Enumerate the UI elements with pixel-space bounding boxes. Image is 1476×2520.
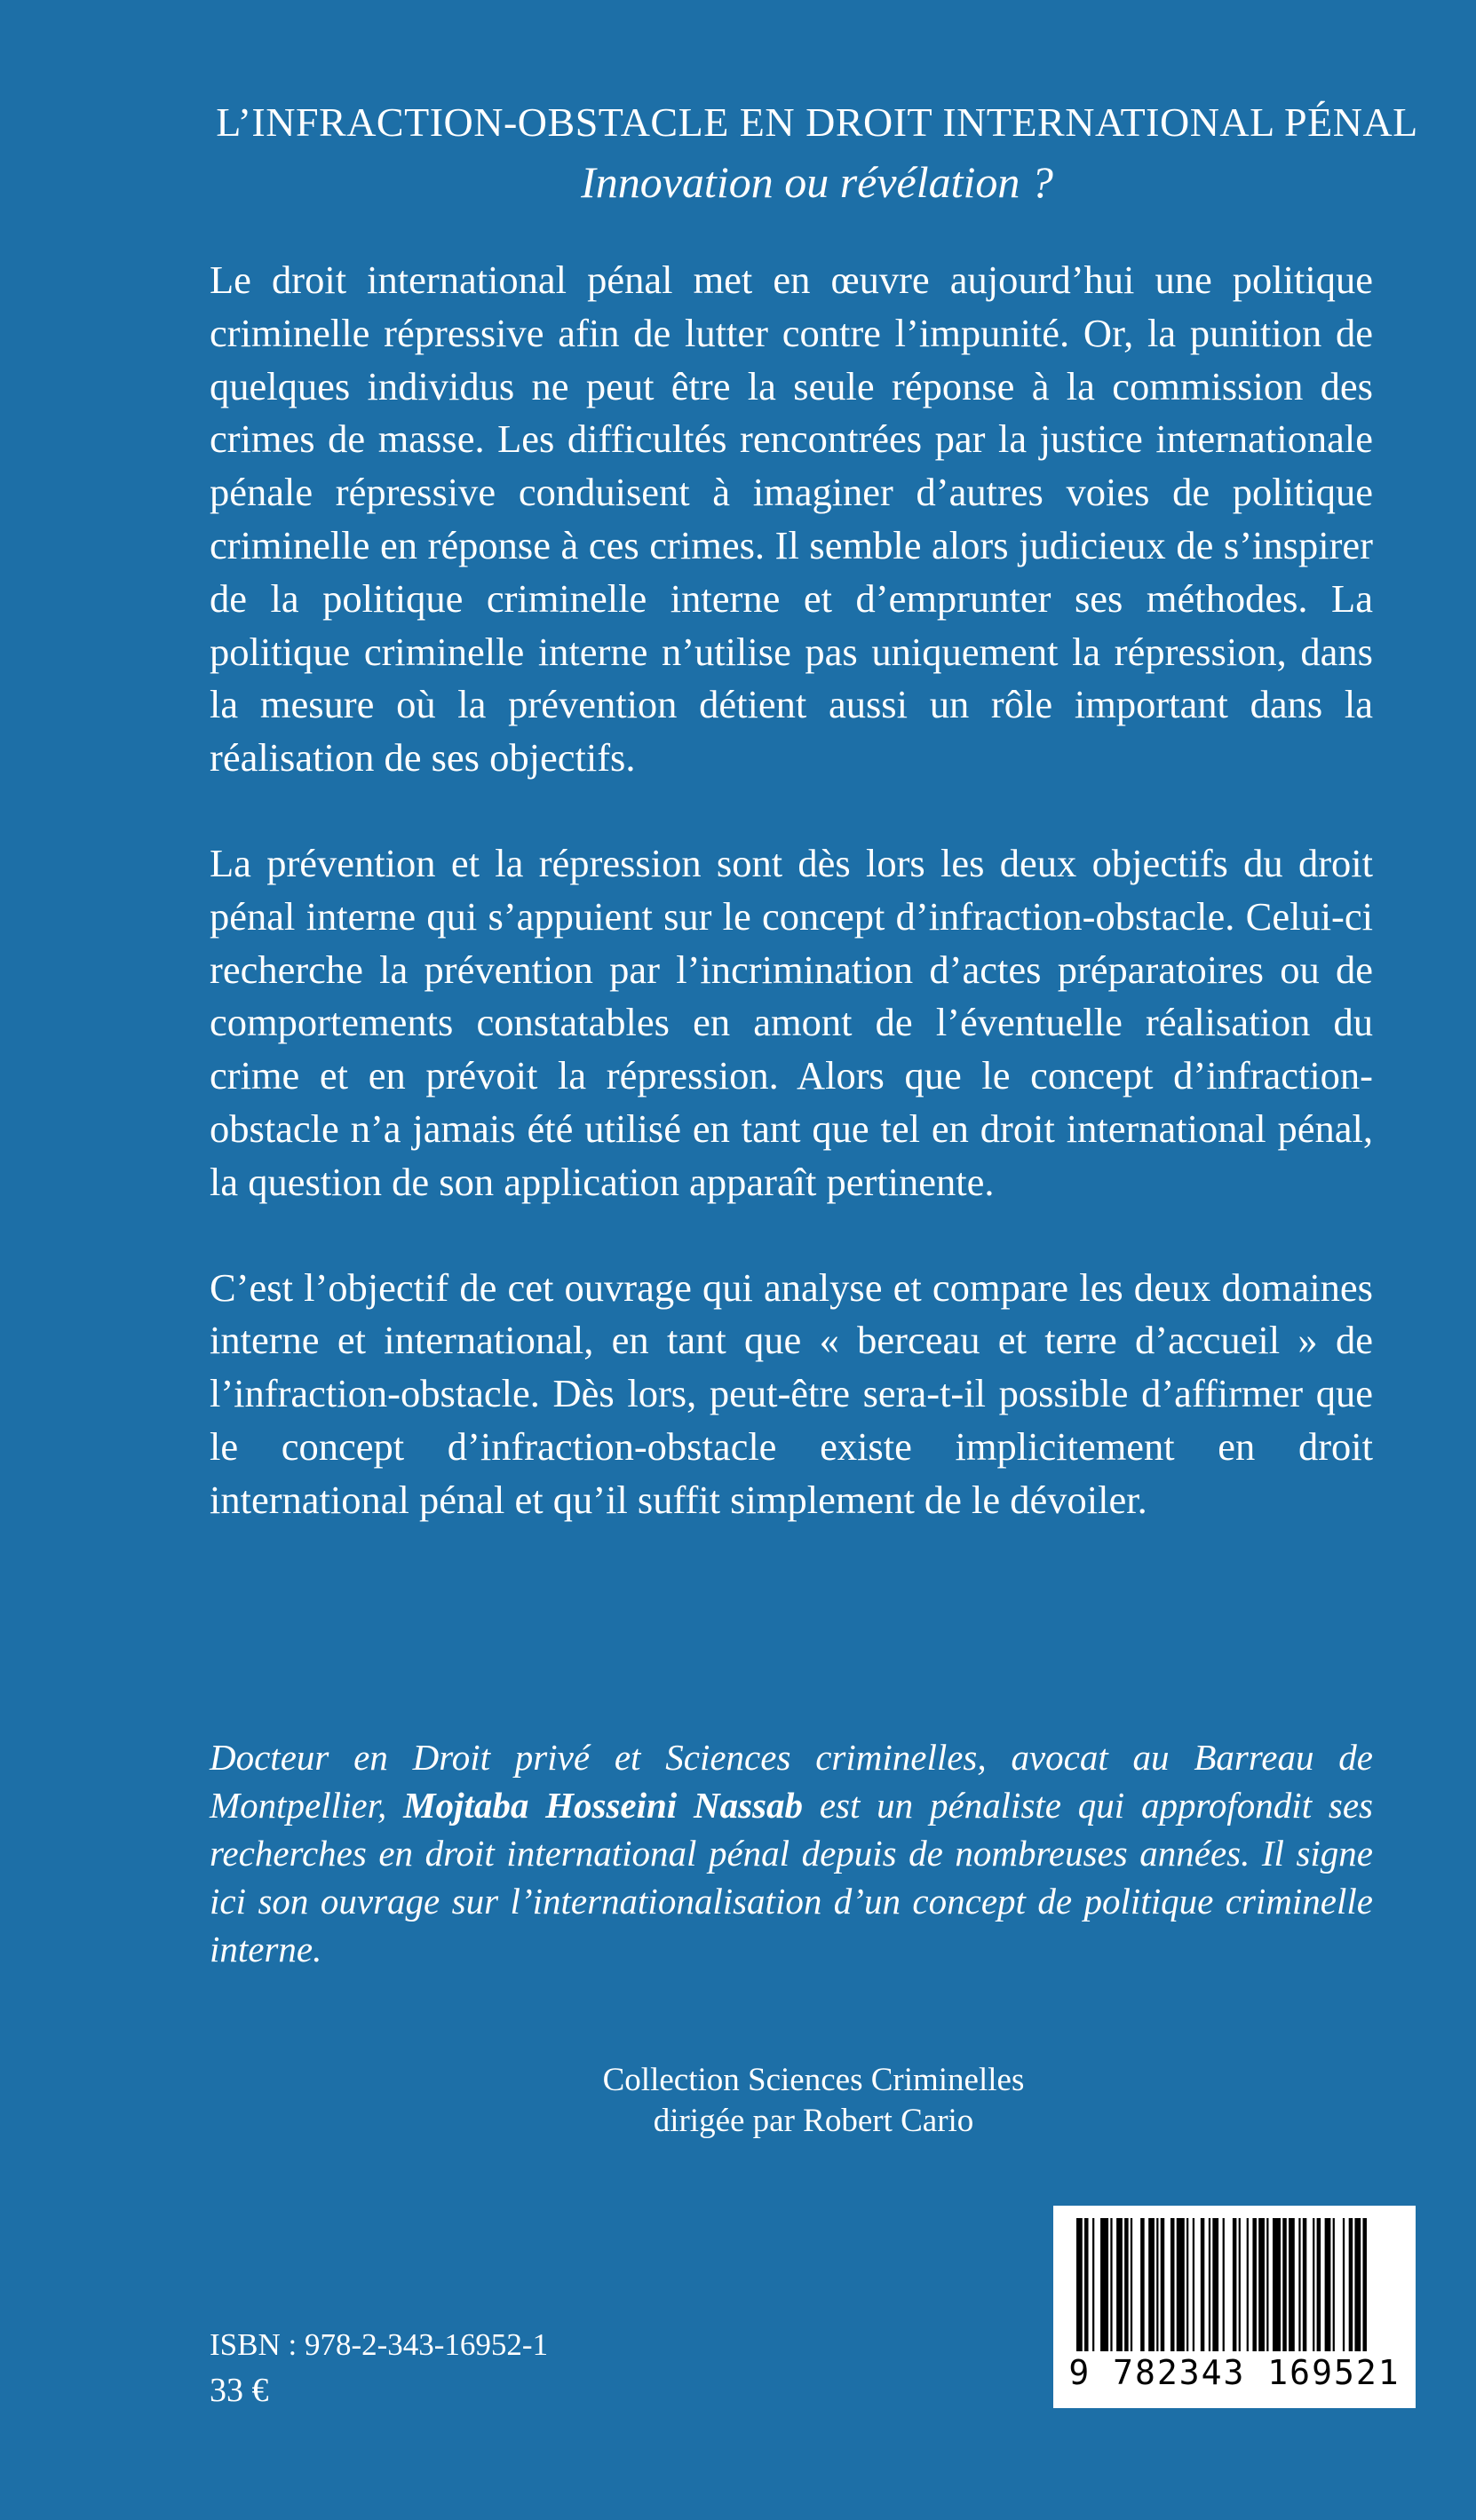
barcode-bar <box>1193 2218 1194 2351</box>
barcode-bar <box>1282 2218 1287 2351</box>
barcode-bar <box>1266 2218 1268 2351</box>
barcode-bar <box>1317 2218 1321 2351</box>
barcode-bar <box>1131 2218 1132 2351</box>
collection-name: Collection Sciences Criminelles <box>602 2062 1025 2098</box>
barcode-bar <box>1161 2218 1165 2351</box>
author-bio-intro: Docteur en Droit privé et Sciences criminelles, avocat au Barreau de Montpellier, <box>210 1737 1373 1826</box>
barcode-bar <box>1298 2218 1300 2351</box>
collection-director: dirigée par Robert Cario <box>653 2103 974 2139</box>
barcode-bar <box>1140 2218 1145 2351</box>
barcode-bar <box>1233 2218 1237 2351</box>
barcode-bar <box>1148 2218 1155 2351</box>
blurb-paragraph: La prévention et la répression sont dès lors les deux objectifs du droit pénal interne qui s’appuient sur le concept d’infraction-obstacle. Celui-ci recherche la prévention par l’incrimination d’actes préparatoires ou de comportements constatables en amont de l’éventuelle réalisation du crime et en prévoit la répression. Alors que le concept d’infraction-obstacle n’a jamais été utilisé en tant que tel en droit international pénal, la question de son application apparaît pertinente. <box>210 840 1373 1204</box>
barcode-bar <box>1186 2218 1188 2351</box>
collection-info <box>387 2060 1240 2142</box>
barcode-bar <box>1252 2218 1257 2351</box>
author-bio-rest: est un pénaliste qui approfondit ses recherches en droit international pénal depuis de nombreuses années. Il signe ici son ouvrage sur l’internationalisation d’un concept de politique criminelle interne. <box>210 1785 1373 1969</box>
barcode-bar <box>1092 2218 1094 2351</box>
barcode-bar <box>1239 2218 1241 2351</box>
price-label: 33 € <box>210 2372 269 2409</box>
barcode-bar <box>1156 2218 1158 2351</box>
book-title: L’INFRACTION-OBSTACLE EN DROIT INTERNATIONAL PÉNAL <box>216 99 1418 145</box>
barcode-bar <box>1273 2218 1281 2351</box>
barcode-bar <box>1343 2218 1345 2351</box>
barcode-bar <box>1201 2218 1205 2351</box>
barcode-bar <box>1349 2218 1353 2351</box>
barcode-bar <box>1333 2218 1335 2351</box>
barcode-bar <box>1116 2218 1123 2351</box>
blurb-paragraph: C’est l’objectif de cet ouvrage qui analyse et compare les deux domaines interne et international, en tant que « berceau et terre d’accueil » de l’infraction-obstacle. Dès lors, peut-être sera-t-il possible d’affirmer que le concept d’infraction-obstacle existe implicitement en droit international pénal et qu’il suffit simplement de le dévoiler. <box>210 1264 1373 1522</box>
barcode-bar <box>1354 2218 1361 2351</box>
barcode-bar <box>1362 2218 1367 2351</box>
barcode-bar <box>1247 2218 1249 2351</box>
barcode-bar <box>1313 2218 1314 2351</box>
barcode-bar <box>1124 2218 1129 2351</box>
barcode-bar <box>1223 2218 1225 2351</box>
barcode-bar <box>1325 2218 1331 2351</box>
barcode-bar <box>1177 2218 1185 2351</box>
barcode-bar <box>1212 2218 1218 2351</box>
author-name: Mojtaba Hosseini Nassab <box>403 1785 804 1826</box>
barcode-bar <box>1303 2218 1307 2351</box>
barcode-bar <box>1100 2218 1108 2351</box>
barcode-bar <box>1076 2218 1083 2351</box>
book-subtitle: Innovation ou révélation ? <box>581 157 1053 207</box>
title-block <box>160 96 1474 213</box>
barcode-digits: 9 782343 169521 <box>1068 2353 1401 2392</box>
barcode <box>1053 2206 1416 2408</box>
blurb-paragraph: Le droit international pénal met en œuvre aujourd’hui une politique criminelle répressive afin de lutter contre l’impunité. Or, la punition de quelques individus ne peut être la seule réponse à la commission des crimes de masse. Les difficultés rencontrées par la justice internationale pénale répressive conduisent à imaginer d’autres voies de politique criminelle en réponse à ces crimes. Il semble alors judicieux de s’inspirer de la politique criminelle interne et d’emprunter ses méthodes. La politique criminelle interne n’utilise pas uniquement la répression, dans la mesure où la prévention détient aussi un rôle important dans la réalisation de ses objectifs. <box>210 258 1373 781</box>
barcode-bars <box>1071 2218 1398 2351</box>
barcode-bar <box>1209 2218 1210 2351</box>
blurb <box>210 254 1373 1580</box>
author-bio <box>210 1733 1373 1973</box>
barcode-bar <box>1258 2218 1265 2351</box>
barcode-bar <box>1084 2218 1089 2351</box>
barcode-bar <box>1289 2218 1295 2351</box>
isbn-label: ISBN : 978-2-343-16952-1 <box>210 2327 549 2362</box>
barcode-bar <box>1110 2218 1112 2351</box>
barcode-bar <box>1170 2218 1175 2351</box>
